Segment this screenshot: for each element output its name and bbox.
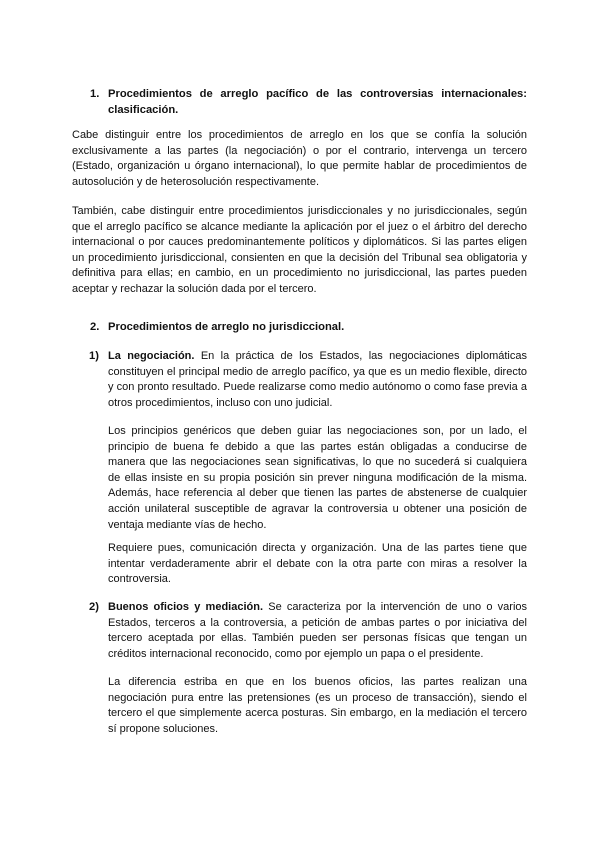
paragraph-jurisdiccionales: También, cabe distinguir entre procedimientos jurisdiccionales y no jurisdiccionales, según que el arreglo pacífico se alcance mediante la aplicación por el juez o el árbitro del derecho internacional o por cauces predominantemente políticos y diplomáticos. Si las partes eligen un procedimiento jurisdiccional, consienten en que la decisión del Tribunal sea obligatoria y definitiva para ellas; en cambio, en un procedimiento no jurisdiccional, las partes pueden aceptar y rechazar la solución dada por el tercero. (72, 205, 527, 295)
item-1-intro (108, 349, 527, 411)
section-2-heading (90, 320, 527, 336)
section-1-title: Procedimientos de arreglo pacífico de las controversias internacionales: clasificación. (108, 88, 527, 116)
item-1-paragraph-requiere: Requiere pues, comunicación directa y organización. Una de las partes tiene que intentar verdaderamente abrir el debate con la otra parte con miras a resolver la controversia. (108, 542, 527, 586)
item-2-paragraph-diferencia: La diferencia estriba en que en los buenos oficios, las partes realizan una negociación pura entre las pretensiones (es un proceso de transacción), siendo el tercero el que simplemente acerca posturas. Sin embargo, en la mediación el tercero sí propone soluciones. (108, 676, 527, 735)
paragraph-autosolucion: Cabe distinguir entre los procedimientos de arreglo en los que se confía la solución exclusivamente a las partes (la negociación) o por el contrario, intervenga un tercero (Estado, organización u órgano internacional), lo que permite hablar de procedimientos de autosolución y de heterosolución respectivamente. (72, 129, 527, 188)
item-2-text: Se caracteriza por la intervención de uno o varios Estados, terceros a la controversia, a petición de ambas partes o por iniciativa del tercero aceptada por ellas. También pueden ser personas físicas que tengan un créditos internacional reconocido, como por ejemplo un papa o el presidente. (108, 601, 527, 660)
item-2-intro (108, 600, 527, 662)
item-1-lead: La negociación. (108, 350, 195, 362)
section-1-heading (90, 87, 527, 118)
section-2-number: 2. (90, 321, 100, 333)
item-1-paragraph-principios: Los principios genéricos que deben guiar las negociaciones son, por un lado, el principio de buena fe debido a que las partes están obligadas a conducirse de manera que las negociaciones sean significativas, lo que no sucederá si cualquiera de ellas insiste en su propia posición sin prever ninguna modificación de la misma. Además, hace referencia al deber que tienen las partes de abstenerse de cualquier acción unilateral susceptible de agravar la controversia u obtener una posición de ventaja mediante vías de hecho. (108, 425, 527, 531)
item-1-number: 1) (89, 350, 99, 362)
item-2-lead: Buenos oficios y mediación. (108, 601, 264, 613)
item-2-number: 2) (89, 601, 99, 613)
section-2-title: Procedimientos de arreglo no jurisdiccional. (108, 321, 345, 333)
section-1-number: 1. (90, 88, 100, 100)
item-1-text: En la práctica de los Estados, las negociaciones diplomáticas constituyen el principal medio de arreglo pacífico, ya que es un medio flexible, directo y con pronto resultado. Puede realizarse como medio autónomo o como fase previa a otros procedimientos, incluso con uno judicial. (108, 350, 527, 409)
